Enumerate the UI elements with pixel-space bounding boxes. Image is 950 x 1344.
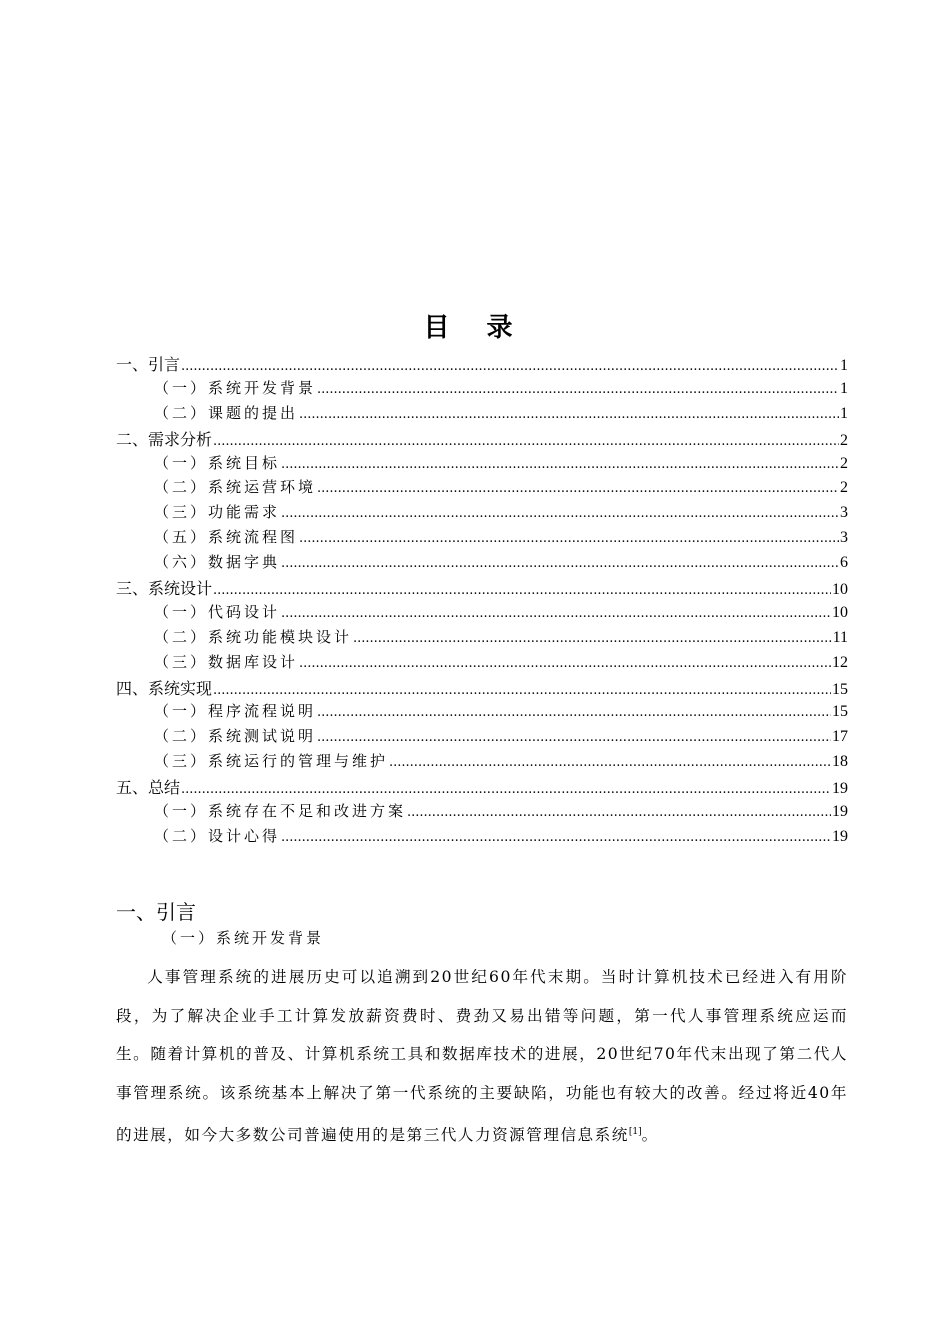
- toc-entry-page-number: 6: [840, 554, 848, 572]
- toc-entry-label: （五）系统流程图: [154, 528, 299, 547]
- toc-entry[interactable]: [116, 476, 848, 501]
- toc-entry-label: （二）系统测试说明: [154, 727, 317, 746]
- toc-entry[interactable]: [116, 626, 848, 651]
- toc-entry-page-number: 1: [840, 379, 848, 397]
- toc-dot-leader: [281, 606, 831, 621]
- toc-entry[interactable]: [116, 427, 848, 452]
- toc-entry-page-number: 10: [832, 581, 848, 599]
- toc-entry-label: （一）代码设计: [154, 602, 281, 621]
- toc-entry-page-number: 2: [840, 479, 848, 497]
- toc-entry[interactable]: [116, 700, 848, 725]
- toc-entry[interactable]: [116, 352, 848, 377]
- toc-entry[interactable]: [116, 775, 848, 800]
- toc-entry-label: 二、需求分析: [116, 429, 213, 449]
- toc-dot-leader: [213, 683, 831, 698]
- toc-dot-leader: [317, 382, 839, 397]
- paragraph-text: 人事管理系统的进展历史可以追溯到20世纪60年代末期。当时计算机技术已经进入有用阶段，为了解决企业手工计算发放薪资费时、费劲又易出错等问题，第一代人事管理系统应运而生。随着计算机的普及、计算机系统工具和数据库技术的进展，20世纪70年代末出现了第二代人事管理系统。该系统基本上解决了第一代系统的主要缺陷，功能也有较大的改善。经过将近40年的进展，如今大多数公司普遍使用的是第三代人力资源管理信息系统: [116, 968, 848, 1144]
- toc-entry-label: （二）设计心得: [154, 826, 281, 845]
- body-paragraph: [116, 958, 848, 1155]
- table-of-contents: [116, 352, 848, 850]
- section-heading: 一、引言: [116, 900, 196, 924]
- paragraph-end: 。: [641, 1126, 659, 1144]
- toc-entry-label: （一）系统目标: [154, 453, 281, 472]
- toc-entry[interactable]: [116, 452, 848, 477]
- toc-entry-label: 四、系统实现: [116, 678, 213, 698]
- toc-dot-leader: [317, 481, 839, 496]
- toc-entry[interactable]: [116, 576, 848, 601]
- toc-dot-leader: [281, 506, 839, 521]
- toc-entry-label: （二）系统功能模块设计: [154, 627, 353, 646]
- toc-entry-label: （一）系统存在不足和改进方案: [154, 802, 407, 821]
- toc-entry-label: （二）课题的提出: [154, 403, 299, 422]
- toc-entry-page-number: 18: [832, 753, 848, 771]
- toc-entry-page-number: 15: [832, 680, 848, 698]
- toc-dot-leader: [181, 782, 831, 797]
- toc-entry-page-number: 19: [832, 803, 848, 821]
- toc-dot-leader: [299, 531, 839, 546]
- toc-entry[interactable]: [116, 377, 848, 402]
- toc-dot-leader: [317, 730, 831, 745]
- toc-dot-leader: [389, 755, 831, 770]
- toc-entry[interactable]: [116, 526, 848, 551]
- toc-entry-page-number: 19: [832, 780, 848, 798]
- toc-entry-label: （三）功能需求: [154, 503, 281, 522]
- toc-dot-leader: [299, 407, 839, 422]
- toc-entry[interactable]: [116, 676, 848, 701]
- toc-entry-label: （六）数据字典: [154, 553, 281, 572]
- toc-entry-page-number: 19: [832, 827, 848, 845]
- toc-entry-page-number: 3: [840, 504, 848, 522]
- toc-entry-page-number: 12: [832, 653, 848, 671]
- citation-marker: [1]: [628, 1126, 642, 1137]
- toc-entry[interactable]: [116, 825, 848, 850]
- toc-entry[interactable]: [116, 601, 848, 626]
- toc-entry-page-number: 1: [840, 404, 848, 422]
- toc-entry[interactable]: [116, 501, 848, 526]
- toc-entry-page-number: 2: [840, 431, 848, 449]
- toc-entry-label: 三、系统设计: [116, 579, 213, 599]
- toc-dot-leader: [317, 705, 831, 720]
- toc-entry[interactable]: [116, 800, 848, 825]
- toc-entry-page-number: 10: [832, 603, 848, 621]
- toc-entry[interactable]: [116, 750, 848, 775]
- toc-entry-label: （三）数据库设计: [154, 652, 299, 671]
- toc-entry-page-number: 2: [840, 454, 848, 472]
- toc-entry-page-number: 1: [840, 357, 848, 374]
- toc-entry[interactable]: [116, 725, 848, 750]
- toc-entry-label: （一）程序流程说明: [154, 702, 317, 721]
- section-subheading: （一）系统开发背景: [162, 929, 325, 947]
- toc-dot-leader: [299, 656, 831, 671]
- toc-dot-leader: [281, 457, 839, 472]
- toc-entry-page-number: 17: [832, 728, 848, 746]
- toc-dot-leader: [181, 359, 839, 374]
- toc-dot-leader: [407, 805, 831, 820]
- toc-entry-label: 一、引言: [116, 355, 181, 374]
- toc-entry-label: （二）系统运营环境: [154, 478, 317, 497]
- toc-dot-leader: [213, 434, 839, 449]
- toc-dot-leader: [353, 631, 832, 646]
- toc-entry-page-number: 3: [840, 529, 848, 547]
- toc-dot-leader: [213, 583, 831, 598]
- toc-entry-label: （三）系统运行的管理与维护: [154, 752, 389, 771]
- toc-entry-page-number: 11: [832, 628, 848, 646]
- toc-entry[interactable]: [116, 651, 848, 676]
- toc-entry-label: 五、总结: [116, 778, 181, 798]
- toc-dot-leader: [281, 556, 839, 571]
- toc-entry[interactable]: [116, 551, 848, 576]
- toc-dot-leader: [281, 830, 831, 845]
- toc-title: 目 录: [423, 313, 527, 343]
- toc-entry-page-number: 15: [832, 703, 848, 721]
- toc-entry-label: （一）系统开发背景: [154, 378, 317, 397]
- toc-entry[interactable]: [116, 402, 848, 427]
